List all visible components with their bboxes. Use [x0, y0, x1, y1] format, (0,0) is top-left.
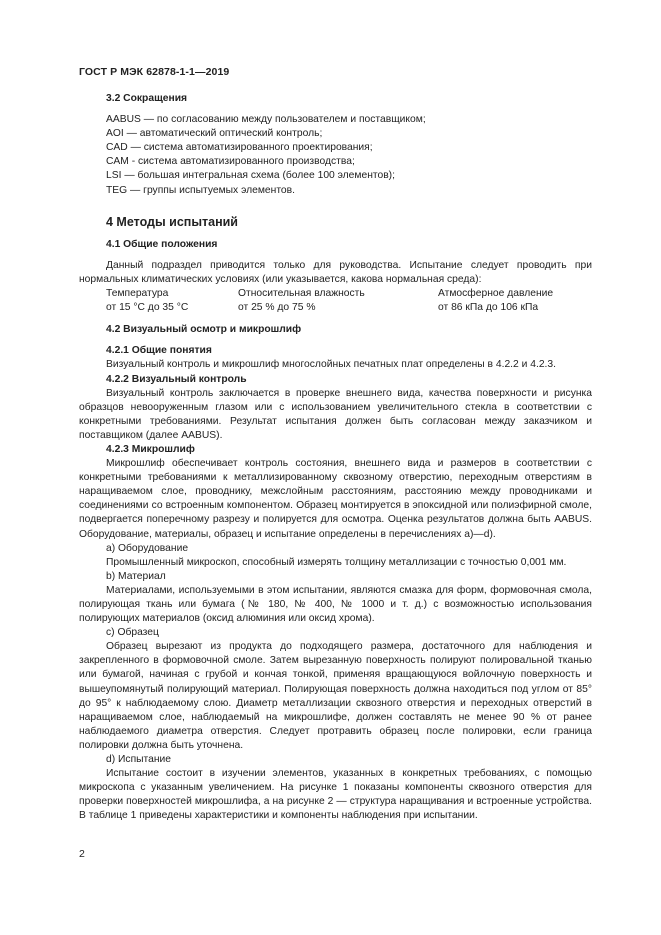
section-4-2-3-title: 4.2.3 Микрошлиф [106, 443, 195, 455]
section-4-2-1-title: 4.2.1 Общие понятия [106, 345, 212, 357]
abbreviation-item: AOI — автоматический оптический контроль; [106, 128, 323, 140]
abbreviation-item: LSI — большая интегральная схема (более 100 элементов); [106, 170, 395, 182]
document-body [79, 92, 592, 824]
item-b-text: Материалами, используемыми в этом испытании, являются смазка для форм, формовочная смола, полирующая ткань или бумага (№ 180, № 400, № 1000 и т. д.) с возможностью использования полирующих материалов (оксид алюминия или оксид хрома). [79, 584, 592, 625]
item-c-label: c) Образец [106, 627, 159, 639]
section-3-2-title: 3.2 Сокращения [106, 93, 188, 104]
section-4-2-2-title: 4.2.2 Визуальный контроль [106, 373, 247, 385]
abbreviations-list [79, 113, 592, 198]
pressure-header: Атмосферное давление [438, 288, 554, 300]
section-4-2-title: 4.2 Визуальный осмотр и микрошлиф [106, 324, 302, 336]
abbreviation-item: AABUS — по согласованию между пользователем и поставщиком; [106, 114, 426, 126]
item-d-text: Испытание состоит в изучении элементов, указанных в конкретных требованиях, с помощью микроскопа с указанным увеличением. На рисунке 1 показаны компоненты сквозного отверстия для проверки поверхностей микрошлифа, а на рисунке 2 — структура наращивания и встроенные устройства. В таблице 1 приведены характеристики и компоненты наблюдения при испытании. [79, 768, 592, 822]
humidity-header: Относительная влажность [238, 288, 365, 300]
item-b-label: b) Материал [106, 570, 166, 582]
section-4-title: 4 Методы испытаний [106, 214, 238, 229]
temperature-header: Температура [106, 288, 169, 300]
item-c-text: Образец вырезают из продукта до подходящего размера, достаточного для наблюдения и закрепленного в формовочной смоле. Затем вырезанную поверхность полируют полировальной тканью или бумагой, начиная с грубой и кончая тонкой, применяя вращающуюся войлочную поверхность и вышеупомянутый полирующий материал. Полирующая поверхность должна находиться под углом от 85° до 95° к наблюдаемому слою. Диаметр металлизации сквозного отверстия и переходных отверстий в наращиваемом слое, наблюдаемый на микрошлифе, должен составлять не менее 90 % от ранее наблюдаемого диаметра отверстия. Следует протравить образец после полировки, если граница полировки должна быть уточнена. [79, 641, 592, 751]
section-4-1-title: 4.1 Общие положения [106, 238, 218, 250]
item-a-text: Промышленный микроскоп, способный измерять толщину металлизации с точностью 0,001 мм. [106, 556, 567, 568]
item-d-label: d) Испытание [106, 754, 172, 766]
section-4-1-text: Данный подраздел приводится только для руководства. Испытание следует проводить при нормальных климатических условиях (или указывается, какова нормальная среда): [79, 259, 592, 285]
humidity-value: от 25 % до 75 % [238, 302, 316, 314]
abbreviation-item: CAD — система автоматизированного проектирования; [106, 142, 373, 154]
section-4-2-1-text: Визуальный контроль и микрошлиф многослойных печатных плат определены в 4.2.2 и 4.2.3. [106, 359, 556, 371]
pressure-value: от 86 кПа до 106 кПа [438, 302, 539, 314]
abbreviation-item: CAM - система автоматизированного производства; [106, 156, 355, 168]
abbreviation-item: TEG — группы испытуемых элементов. [106, 184, 295, 196]
climatic-conditions [79, 287, 592, 315]
item-a-label: a) Оборудование [106, 542, 189, 554]
section-4-2-3-text: Микрошлиф обеспечивает контроль состояния, внешнего вида и размеров в соответствии с конкретными требованиями к металлизированному сквозному отверстию, переходным отверстиям в наращиваемом слое, проводнику, межслойным расстояниям, расстоянию между проводниками и соединениями со встроенным компонентом. Образец монтируется в эпоксидной или полиэфирной смоле, подвергается поперечному разрезу и полируется для осмотра. Оценка результатов должна быть AABUS. Оборудование, материалы, образец и испытание определены в перечислениях а)—d). [79, 458, 592, 540]
temperature-value: от 15 °С до 35 °С [106, 302, 189, 314]
document-header: ГОСТ Р МЭК 62878-1-1—2019 [79, 66, 230, 78]
page-number: 2 [79, 848, 85, 860]
section-4-2-2-text: Визуальный контроль заключается в проверке внешнего вида, качества поверхности и рисунка образцов невооруженным глазом или с использованием увеличительного стекла в соответствии с конкретными требованиями. Результат испытания должен быть согласован между заказчиком и поставщиком (далее AABUS). [79, 387, 592, 441]
